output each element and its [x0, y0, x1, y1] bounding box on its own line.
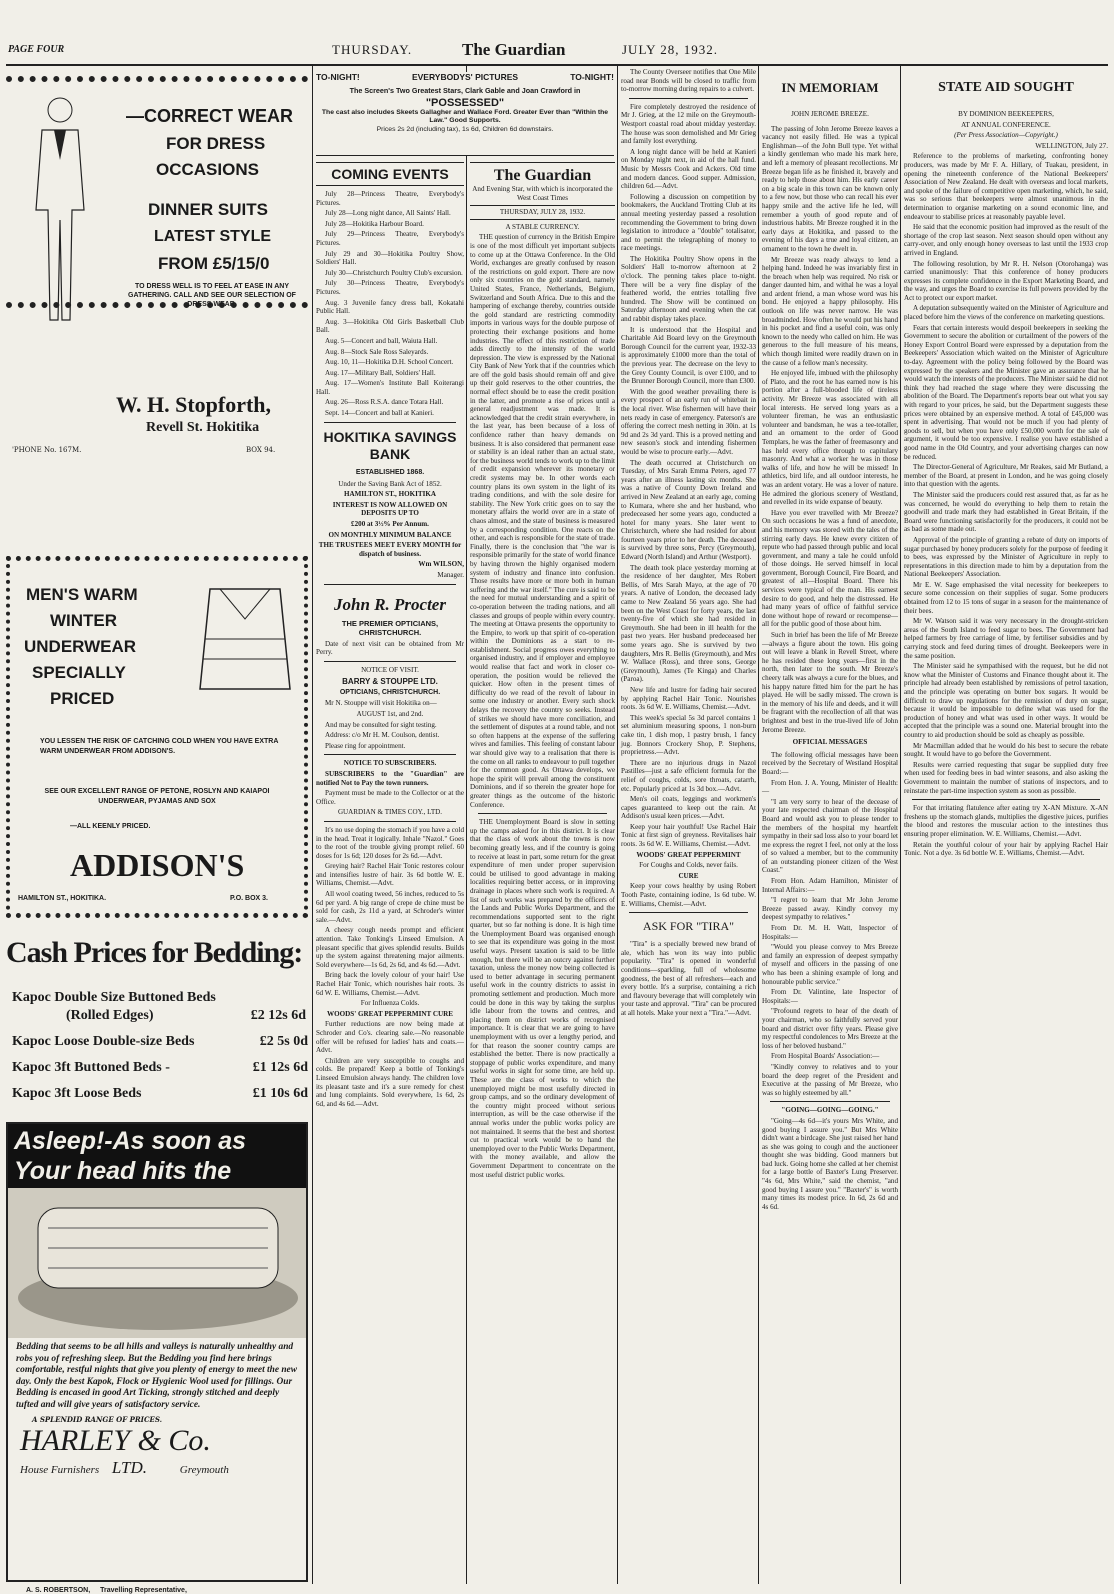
- pillow-range: A SPLENDID RANGE OF PRICES.: [32, 1415, 163, 1424]
- page-number: PAGE FOUR: [8, 44, 65, 55]
- subscribers-title: NOTICE TO SUBSCRIBERS.: [343, 759, 437, 768]
- proctor-date: Date of next visit can be obtained from Mr Perry.: [316, 639, 464, 657]
- paragraph: The death occurred at Christchurch on Tuesday, of Mrs Sarah Emma Peters, aged 77 years after an illness lasting six months. She was a native of County Down Ireland and arrived in New Zealand at an early age, coming to Kumara, where she and her husband, who predeceased her some years ago, conducted a hotel for many years. She later went to Christchurch, where she had resided for about fourteen years prior to her death. The deceased is survived by three sons, Percy (Greymouth), Edward (North Island) and Arthur (Westport).: [621, 458, 756, 562]
- event-item: July 30—Princess Theatre, Everybody's Pictures.: [316, 279, 464, 296]
- ad-line-correct-wear: —CORRECT WEAR: [126, 106, 293, 126]
- state-aid-title: STATE AID SOUGHT: [938, 80, 1074, 95]
- addisons-name: ADDISON'S: [70, 847, 245, 883]
- paragraph: A deputation subsequently waited on the Minister of Agriculture and placed before him the views of the conference on marketing questions.: [904, 304, 1108, 322]
- man-in-suit-illustration: [12, 90, 112, 350]
- bedding-row-label: (Rolled Edges): [66, 1008, 154, 1023]
- event-item: Sept. 14—Concert and ball at Kanieri.: [325, 409, 434, 418]
- subscribers-sign: GUARDIAN & TIMES COY., LTD.: [337, 808, 443, 817]
- column-rule: [466, 66, 467, 1584]
- editorial-sub: And Evening Star, with which is incorporated the West Coast Times: [472, 185, 613, 202]
- paragraph: This week's special 5s 3d parcel contains 1 set aluminium measuring spoons, 1 non-burn cake tin, 1 dish mop, 1 pastry brush, 1 fancy jug. Bonnors Crockery Shop, P. Stephens, proprietress.—Advt.: [621, 713, 756, 757]
- bedding-row: [12, 1034, 308, 1050]
- divider: [324, 584, 456, 585]
- tonight-prices: Prices 2s 2d (including tax), 1s 6d, Children 6d downstairs.: [376, 126, 554, 133]
- column-rule: [312, 66, 313, 1584]
- masthead-date: JULY 28, 1932.: [622, 42, 718, 57]
- paragraph: "Profound regrets to hear of the death of your chairman, who so faithfully served your board and district over fifty years. Please give my respectful condolences to Mrs Breeze at the loss of her beloved husband.": [762, 1007, 898, 1050]
- subscribers-body: SUBSCRIBERS to the "Guardian" are notified Not to Pay the town runners.: [316, 769, 464, 787]
- memoriam-name: JOHN JEROME BREEZE.: [791, 110, 869, 118]
- paragraph: The passing of John Jerome Breeze leaves a vacancy not easily filled. He was a typical Englishman—of the John Bull type. Yet withal a kindly gentleman who made his mark here, and left a memory of pleasant recollections. Mr Breeze began life as he finished it, bravely and ready to help those about him. His early career on a big scale in this town can be known only to a few now, but those who can recall his ever happy smile and the active life he led, will remember a youth of good repute and of industrious habits. Mr Breeze roughed it in the early days at Hokitika, and passed to the evening of his days a true and loyal citizen, an ornament to the town he dwelt in.: [762, 124, 898, 253]
- masthead-rule: [6, 64, 1108, 66]
- divider: [324, 422, 456, 423]
- event-item: Aug. 3 Juvenile fancy dress ball, Kokatahi Public Hall.: [316, 298, 464, 316]
- event-item: Aug. 8—Stock Sale Ross Saleyards.: [325, 347, 429, 356]
- ad-dress-body: TO DRESS WELL IS TO FEEL AT EASE IN ANY GATHERING. CALL AND SEE OUR SELECTION OF DRESS WEAR.: [128, 283, 296, 308]
- advertisement-column: [6, 68, 308, 1594]
- paragraph: The County Overseer notifies that One Mile road near Bonds will be closed to traffic from to-morrow morning during repairs to a culvert.: [621, 68, 756, 94]
- stouppe-ring: Please ring for appointment.: [325, 741, 406, 750]
- paragraph: Approval of the principle of granting a rebate of duty on imports of sugar purchased by honey producers solely for the purpose of feeding it to bees, was expressed by the Minister of Agriculture in reply to representations in this direction made to him by a deputation from the National Beekeepers' Association.: [904, 535, 1108, 579]
- bank-interest: INTEREST IS NOW ALLOWED ON DEPOSITS UP TO: [332, 500, 448, 518]
- tira-heading: ASK FOR "TIRA": [642, 919, 735, 934]
- paragraph: Keep your cows healthy by using Robert Tooth Paste, containing iodine, 1s 6d tube. W. E. Williams, Chemist.—Advt.: [621, 882, 756, 908]
- harley-footer: [8, 1458, 306, 1478]
- ad-underwear: [6, 556, 308, 918]
- divider: [770, 1101, 890, 1102]
- tonight-cast: The cast also includes Skeets Gallagher and Wallace Ford. Greater Ever than "Within the Law." Good Supports.: [321, 109, 609, 124]
- pillow-headline: [8, 1124, 306, 1188]
- paragraph: The Minister said the producers could rest assured that, as far as he was concerned, he would do everything to help them to retain the goodwill and trade mark they had established in Great Britain, if the Board were functioning satisfactorily for the producers, it could not be as bad as some made out.: [904, 490, 1108, 534]
- tonight-banner: [316, 72, 614, 156]
- masthead-day: THURSDAY.: [332, 42, 413, 57]
- paragraph: The following official messages have been received by the Secretary of Westland Hospital Board:—: [762, 750, 898, 776]
- event-item: Aug. 10, 11—Hokitika D.H. School Concert.: [325, 358, 454, 367]
- harley-rep: [26, 1587, 187, 1594]
- ad-line-occasions: OCCASIONS: [156, 160, 259, 179]
- addisons-address: HAMILTON ST., HOKITIKA.: [18, 895, 107, 902]
- paragraph: The death took place yesterday morning at the residence of her daughter, Mrs Robert Bellis, of Mrs Sarah Mayo, at the age of 70 years. A native of London, the deceased lady came to New Zealand 56 years ago. She had been on the West Coast for forty years, the last twenty-five of which she had resided in Greymouth. She had been in ill health for the past two years. Her husband predeceased her some years ago. She is survived by two daughters, Mrs R. Bellis (Greymouth), and Mrs W. Wallace (Ross), and three sons, George (Greymouth), James (Te Kinga) and Charles (Paroa).: [621, 563, 756, 684]
- going-heading: "GOING—GOING—GOING.": [781, 1106, 879, 1115]
- ad-pillow: [6, 1122, 308, 1582]
- pillow-body: Bedding that seems to be all hills and valleys is naturally unhealthy and robs you of refreshing sleep. But the Bedding you find here brings comfortable, restful nights that give you plenty of energy to meet the new day. Only the best Kapok, Flock or Hygienic Wool used for fillings. Our Bedding is encased in good Art Ticking, strongly stitched and deeply tufted and will give years of satisfactory service.: [16, 1342, 297, 1410]
- stopforth-box: BOX 94.: [246, 446, 276, 454]
- bedding-row-label: Kapoc Loose Double-size Beds: [12, 1034, 195, 1049]
- divider: [478, 813, 607, 814]
- paragraph: "I regret to learn that Mr John Jerome Breeze passed away. Kindly convey my deepest sympathy to relatives.": [762, 896, 898, 922]
- paragraph: A long night dance will be held at Kanieri on Monday night next, in aid of the hall fund. Music by Messrs Cook and Ackers. Old time and modern dances. Good supper. Admission, children 6d.—Advt.: [621, 147, 756, 191]
- bedding-row-label: Kapoc 3ft Buttoned Beds -: [12, 1060, 170, 1075]
- bank-title: HOKITIKA SAVINGS BANK: [323, 428, 457, 462]
- bank-trustees: THE TRUSTEES MEET EVERY MONTH for dispatch of business.: [318, 541, 462, 558]
- paragraph: "Going—4s 6d—it's yours Mrs White, and good buying I assure you." But Mrs White didn't want a birdcage. She just raised her hand as she was going to cough and the auctioneer thought she was bidding. Good manners but bad luck. Going home she called at her chemist for a large bottle of Baxter's Lung Preserver. "4s 6d, Mrs White," said the chemist, "and good buying I assure you." "Baxter's" is worth many times its modest price. In 6d, 2s 6d and 4s 6d.: [762, 1116, 898, 1211]
- paragraph: THE question of currency in the British Empire is one of the most difficult yet important subjects to come up at the Ottawa Conference. In the Old World, exchanges are greatly confused by reason of the restrictions on gold export. There are now only six countries on the gold standard, namely United States, France, Netherlands, Belgium, Switzerland and South Africa. Due to this and the hampering of exchange thereby, countries outside the gold standard are restricting commodity imports in various ways for the double purpose of protecting their exchange positions and home industries. The effect of this restriction of trade adds directly to the intensity of the world depression. The view is expressed by the National City Bank of New York that if the countries which are off the gold basis should remain off and give up their gold reserves to the other countries, the normal effect should be to ease the credit position in the latter, and promote a rise of prices until a general readjustment was made. It is acknowledged that the credit strain everywhere, in the last year, has been because of a loss of confidence rather than heavy demands on business. It is also considered that permanent ease or stability is an ideal rather than an actual state, for the business world tends to work up to the limit of credit expansion wherever its monetary or credit systems may be. In other words each country plans its own system in the light of its trading conditions, and with the sole desire for stability. The New York critic goes on to say the monetary affairs the world over are in a state of chaos almost, and the state of business is measured by a corresponding condition. One reacts on the other, and each is responsible for the state of trade. Finally, there is the conclusion that "the war is responsible primarily for the state of world finance by having thrown the highly organised modern system of industry and finance into confusion. Those results have more or more both in human suffering and the war itself." The cure is said to be the need for mutual understanding and a spirit of co-operation between the trading nations, and all classes and groups of people within every country. The meeting at Ottawa presents the opportunity to the Empire, to work up that spirit of co-operation within the Dominions as a start to re-establishment. Social progress owes everything to organised industry, and if employer and employee would realise that fact and work in closer co-operation, the position would be relieved the quicker. How often in the present times of difficulty do we read of the revolt of labour in some one industry or another. Every such shock delays the recovery the country so seeks. Instead of strikes we should have more conciliation, and the settlement of disputes at a round table, and not so often happens at the expense of the suffering wives and families. This feeling of constant labour war should give way to a realisation that there is the come on all ranks to endeavour to pull together for the common good. As Ottawa develops, we hope the spirit will prevail among the constituent Dominions, and if so therein the greater hope for greater things as the outcome of the historic Conference.: [470, 233, 616, 809]
- bedding-row-price: £1 12s 6d: [252, 1060, 308, 1075]
- harley-rep-name: A. S. ROBERTSON,: [26, 1587, 91, 1594]
- event-item: July 29 and 30—Hokitika Poultry Show, Soldiers' Hall.: [316, 249, 464, 267]
- event-item: July 29—Princess Theatre, Everybody's Pictures.: [316, 230, 464, 247]
- stopforth-address: Revell St. Hokitika: [146, 420, 260, 435]
- events-list: [316, 190, 464, 418]
- event-item: July 30—Christchurch Poultry Club's excursion.: [325, 268, 463, 277]
- state-aid-pa: (Per Press Association—Copyright.): [954, 131, 1058, 140]
- bedding-title: Cash Prices for Bedding:: [6, 936, 303, 969]
- harley-name: HARLEY & Co.: [20, 1424, 211, 1457]
- paragraph: From Hospital Boards' Association:—: [771, 1052, 880, 1061]
- editorial-masthead: The Guardian: [470, 162, 615, 185]
- bedding-row-label: Kapoc 3ft Loose Beds: [12, 1086, 142, 1101]
- underwear-l5: PRICED: [50, 689, 115, 708]
- paragraph: It is understood that the Hospital and Charitable Aid Board levy on the Greymouth Borough Council for the current year, 1932-33 is approximately £1000 more than the total of the previous year. The decrease on the levy to the Grey County Council, is over £100, and to the Brunner Borough Council, more than £300.: [621, 325, 756, 386]
- underwear-body1: YOU LESSEN THE RISK OF CATCHING COLD WHEN YOU HAVE EXTRA WARM UNDERWEAR FROM ADDISON'S.: [40, 738, 279, 755]
- bedding-row: [12, 1060, 308, 1076]
- divider: [324, 821, 456, 822]
- divider: [324, 661, 456, 662]
- bedding-row-price: £2 12s 6d: [250, 1008, 306, 1023]
- underwear-l3: UNDERWEAR: [24, 637, 137, 656]
- paragraph: Have you ever travelled with Mr Breeze? On such occasions he was a fund of anecdote, and his memory was stored with the tales of the stirring early days. He knew every citizen of repute who had passed through public and local government, and many a tale he could unfold of those doings. He served himself in local government, Borough Council, Fire Board, and greatest of all—Hospital Board. There his services were typical of the man. His earnest desire to do good, and help the distressed. He had many years of office of faithful service done without hope of reward or recompense—all for the public good of those about him.: [762, 508, 898, 629]
- woods-cure: CURE: [678, 871, 699, 880]
- paragraph: Mr E. W. Sage emphasised the vital necessity for beekeepers to secure some concession on their supplies of sugar. Some producers obtained from 12 to 15 tons of sugar in a season for the maintenance of their bees.: [904, 580, 1108, 615]
- paragraph: Mr Breeze was ready always to lend a helping hand. Indeed he was invariably first in the breach when help was required. No risk or danger daunted him, and withal he was a loyal and ardent friend, a man whose word was his bond. He enjoyed a happy philosophy. His outlook on life was never narrow. He was broadminded. How often he would put his hand in his pocket and find a useful coin, was only known to the needy who called on him. He was generous to the full measure of his means, which though limited were readily drawn on in the cause of a fellow man's necessity.: [762, 255, 898, 367]
- stouppe-address: Address: c/o Mr H. M. Coulson, dentist.: [325, 731, 440, 740]
- paragraph: Greying hair? Rachel Hair Tonic restores colour and intensifies lustre of hair. 3s 6d bottle W. E. Williams, Chemist.—Advt.: [316, 862, 464, 888]
- divider: [912, 799, 1100, 800]
- bedding-row-price: £2 5s 0d: [259, 1034, 308, 1049]
- state-aid-dateline: WELLINGTON, July 27.: [1035, 141, 1108, 150]
- paragraph: With the good weather prevailing there is every prospect of an early run of whitebait in the local river. Wise fishermen will have their nets ready in case of emergency. Paterson's are offering the correct mesh netting in 30in. at 1s 9d and 2s 3d yard. This is a proved netting and new season's stock and intending fishermen would be wise to procure early.—Advt.: [621, 387, 756, 456]
- paragraph: Fears that certain interests would despoil beekeepers in seeking the Government to secure the abolition or curtailment of the powers of the Honey Export Control Board were expressed by a deputation from the Beekeepers' Association which waited on the Minister of Agriculture to-day. Agreement with the policy being followed by the Board was expressed by the speakers and the Minister gave an assurance that he would watch the interests of the producers. The Minister said he did not think they had reached the stage where they were discussing the abolition of the Board. The Department's reports bear out what you say with regard to your prices, he said, but the Department suggests these prices were obtained by an expensive method. A total of £45,000 was spent in advertising. That would not be much if you had plenty of goods to sell, but when you have only £50,000 worth for the sale of argument, it would be too expensive. I realise you have established a good name in the Old Country, and your advertising charges can now be reduced.: [904, 323, 1108, 461]
- paragraph: Further reductions are now being made at Schroder and Co's. clearing sale.—No reasonable offer will be refused for ladies' hats and coats.—Advt.: [316, 1020, 464, 1055]
- paragraph: "Would you please convey to Mrs Breeze and family an expression of deepest sympathy of myself and officers in the passing of one who has been a shining example of long and honourable public service.": [762, 943, 898, 986]
- column-3-editorial: [470, 162, 615, 1584]
- tonight-film: "POSSESSED": [425, 97, 505, 109]
- masthead-title: The Guardian: [462, 40, 566, 59]
- harley-ltd: LTD.: [111, 1458, 147, 1477]
- bank-address: HAMILTON ST., HOKITIKA: [343, 490, 437, 499]
- paragraph: From Hon. Adam Hamilton, Minister of Internal Affairs:—: [762, 877, 898, 894]
- column-rule: [617, 66, 618, 1584]
- tonight-right: TO-NIGHT!: [570, 72, 614, 82]
- paragraph: The Minister said he sympathised with the request, but he did not know what the Minister of Customs and Finance thought about it. The principle had already been established by remissions of petrol taxation, and the principle was operating on butter box sugars. It would be difficult to draw up regulations for the remission of duty on sugar, because it would be impossible to define what was used for the production of honey and what was used in other ways. It would be accepted that the principle was a sound one. Material brought into the country to aid production should be sold as cheaply as possible.: [904, 662, 1108, 739]
- paragraph: All wool coating tweed, 56 inches, reduced to 5s 6d per yard. A big range of crepe de chine must be sold for cash, 2s 11d a yard, at Schroder's winter sale.—Advt.: [316, 890, 464, 924]
- paragraph: Following a discussion on competition by bookmakers, the Auckland Trotting Club at its annual meeting yesterday passed a resolution recommending the Government to bring down legislation to introduce a "double" totalisator, and to permit the telegraphing of money to race meetings.: [621, 192, 756, 253]
- pillows-illustration: [8, 1188, 306, 1338]
- harley-rep-title: Travelling Representative,: [100, 1587, 187, 1594]
- bank-manager: Manager.: [437, 571, 464, 579]
- event-item: Aug. 3—Hokitika Old Girls Basketball Club Ball.: [316, 317, 464, 335]
- paragraph: Bring back the lovely colour of your hair! Use Rachel Hair Tonic, which nourishes hair roots. 3s 6d W. E. Williams, Chemist.—Advt.: [316, 971, 464, 997]
- event-item: Aug. 26—Ross R.S.A. dance Totara Hall.: [325, 398, 444, 407]
- paragraph: For Influenza Colds.: [360, 999, 420, 1008]
- underwear-body2: SEE OUR EXCELLENT RANGE OF PETONE, ROSLYN AND KAIAPOI UNDERWEAR, PYJAMAS AND SOX: [44, 788, 270, 805]
- event-item: July 28—Long night dance, All Saints' Hall.: [325, 209, 451, 218]
- ad-line-for-dress: FOR DRESS: [166, 134, 266, 153]
- ad-line-latest-style: LATEST STYLE: [154, 228, 272, 245]
- paragraph: Fire completely destroyed the residence of Mr J. Grieg, at the 12 mile on the Greymouth-Westport coastal road about midday yesterday. The house was soon demolished and Mr Grieg and family lost everything.: [621, 102, 756, 146]
- subscribers-body-2: Payment must be made to the Collector or at the Office.: [316, 789, 464, 806]
- column-2-body: [316, 162, 464, 1584]
- stouppe-consult: And may be consulted for sight testing.: [325, 720, 437, 729]
- bank-established: ESTABLISHED 1868.: [355, 468, 425, 476]
- column-6: [904, 68, 1108, 1584]
- paragraph: "Kindly convey to relatives and to your board the deep regret of the President and Executive at the passing of Mr Breeze, who was so highly esteemed by all.": [762, 1062, 898, 1097]
- stouppe-dates: AUGUST 1st, and 2nd.: [356, 709, 424, 718]
- divider: [324, 754, 456, 755]
- bedding-row-label: Kapoc Double Size Buttoned Beds: [12, 990, 216, 1005]
- bedding-row: [12, 1086, 308, 1102]
- woods-heading: WOODS' GREAT PEPPERMINT CURE: [327, 1009, 453, 1018]
- paragraph: Results were carried requesting that sugar be supplied duty free when used for feeding bees in bad winter seasons, and also asking the Government to maintain the number of stations of inspectors, and to reinstate the part-time inspection system as soon as possible.: [904, 760, 1108, 795]
- addisons-box: P.O. BOX 3.: [230, 895, 268, 902]
- event-item: Aug. 17—Women's Institute Ball Koiterangi Hall.: [316, 379, 464, 396]
- state-aid-conf: AT ANNUAL CONFERENCE.: [961, 120, 1051, 129]
- paragraph: From Dr. Valintine, late Inspector of Hospitals:—: [762, 988, 898, 1005]
- official-heading: OFFICIAL MESSAGES: [792, 738, 868, 747]
- tonight-stars: The Screen's Two Greatest Stars, Clark Gable and Joan Crawford in: [349, 86, 581, 95]
- event-item: Aug. 17—Military Ball, Soldiers' Hall.: [325, 368, 436, 377]
- pillow-headline-2: Your head hits the: [14, 1157, 232, 1185]
- stouppe-body: Mr N. Stouppe will visit Hokitika on—: [325, 699, 437, 708]
- proctor-logo: John R. Procter: [334, 594, 446, 614]
- bank-rate: £200 at 3½% Per Annum.: [351, 520, 429, 529]
- paragraph: He said that the economic position had improved as the result of the shortage of the crop last season. Next season should open without any carry-over, and only enough honey overseas to last until the 1933 crop arrived in England.: [904, 223, 1108, 257]
- paragraph: Reference to the problems of marketing, confronting honey producers, was made by Mr F. A. Hillary, of Tuakau, president, in opening the nineteenth conference of the National Beekeepers' Association of New Zealand. He dealt with overseas and local markets, and spoke of the failure of competitive open marketing, which, he said, was so serious that beekeepers were almost unanimous in the determination to organise marketing on a sound economic line, and endeavour to stabilise prices at reasonably payable level.: [904, 152, 1108, 221]
- paragraph: The following resolution, by Mr R. H. Nelson (Otorohanga) was carried unanimously: That this conference of honey producers expresses its complete confidence in the Export Marketing Board, and the way, and urges the Board to exercise its full powers provided by the Act to protect our export market.: [904, 259, 1108, 302]
- bank-act: Under the Saving Bank Act of 1852.: [338, 479, 442, 488]
- memoriam-title: IN MEMORIAM: [781, 80, 879, 95]
- bedding-row: [66, 1008, 306, 1024]
- paragraph: The Director-General of Agriculture, Mr Reakes, said Mr Butland, a member of the Board, at present in London, and he was going closely into that question with the agents.: [904, 463, 1108, 489]
- paragraph: "I am very sorry to hear of the decease of your late respected chairman of the Hospital Board and would ask you to please tender to the members of the hospital my heartfelt sympathy in their sad loss also to your board let me express the regret I feel, not only at the loss of so valued a member, but to the community of an outstanding pioneer citizen of the West Coast.": [762, 797, 898, 875]
- paragraph: From Dr. M. H. Watt, Inspector of Hospitals:—: [762, 924, 898, 941]
- paragraph: He enjoyed life, imbued with the philosophy of Plato, and the root he has earned now is his portion after a full-blooded life of tireless activity. Mr Breeze was associated with all local interests. He served long years as a volunteer fireman, he was an enthusiastic volunteer and bandsman, he was a tee-totaller, and an ornament to the order of Good Templars, he was the father of freemasonry and has held every office through to capitulary masonry. And what a worker he was in those walks of life, and how he will be missed! In athletics, bird life, and all outdoor interests, he was an ardent votary. He was a lover of nature. He admired the glorious scenery of Westland, and revelled in its wide expanse of beauty.: [762, 369, 898, 507]
- stouppe-name: BARRY & STOUPPE LTD.: [342, 677, 438, 687]
- stopforth-phone: 'PHONE No. 167M.: [12, 446, 82, 454]
- state-aid-by: BY DOMINION BEEKEEPERS,: [958, 110, 1054, 118]
- paragraph: THE Unemployment Board is slow in setting up the camps asked for in this district. It is clear that the class of work about the towns is now becoming greatly less, and if the country is going to receive at least in part, some return for the great expenditure of men under proper supervision could be utilised to good advantage in making localities requiring better access, or in improving drainage in places where such work is required. A list of such works was prepared by the officers of the Lands and Public Works Department, and the recommendations supported sent to the right quarter, but so far nothing is done. It is high time the Unemployment Board was organised enough to see that its expenditure was going in the most useful ways. Present taxation is said to be little enough, but there will be an outcry against further taxation, unless the money now being collected is used to better advantage in securing permanent useful work in the country districts to assist in promoting settlement and production. Much more could be done in this way by taking the surplus idle labour from the towns and centres, and placing them on district works of recognised importance. It is clear that we are going to have unemployment with us over a lengthy period, and for that reason the sooner country camps are established the better. There is now practically a stoppage of public works expenditure, and many useful works in sight for some time, are held up. These are the class of works to which the unemployed might be most usefully directed in group camps, and so the ordinary development of the country might proceed without serious interruption, as will be the case otherwise if the annual works under the public works policy are not maintained. It seems that the best and shortest cut to practical work would be to hand the unemployed over to the Public Works Department, with the money available, and allow the Government Department to concentrate on the most useful district public works.: [470, 818, 615, 1179]
- paragraph: There are no injurious drugs in Nazol Pastilles—just a safe efficient formula for the relief of coughs, colds, sore throats, catarrh, etc. Popularly priced at 1s 3d box.—Advt.: [621, 758, 756, 793]
- column-4: [621, 68, 756, 1584]
- column-5: [762, 68, 898, 1584]
- underwear-body3: —ALL KEENLY PRICED.: [70, 823, 151, 830]
- harley-town: Greymouth: [179, 1464, 229, 1476]
- paragraph: Mr W. Watson said it was very necessary in the drought-stricken areas of the South Island to feed sugar to bees. The Government had helped farmers by free carriage of lime, by fertiliser subsidies and by carrying stock and feed during times of drought. Beekeepers were in the same position.: [904, 617, 1108, 660]
- divider: [629, 98, 748, 99]
- underwear-l1: MEN'S WARM: [26, 585, 138, 604]
- bank-monthly: ON MONTHLY MINIMUM BALANCE: [328, 530, 452, 539]
- woods-heading: WOODS' GREAT PEPPERMINT: [636, 850, 741, 859]
- paragraph: Children are very susceptible to coughs and colds. Be prepared! Keep a bottle of Tonking's Linseed Emulsion always handy. The children love its pleasant taste and it's a sure remedy for chest and lung complaints. Sold everywhere, 1s 6d, 2s 6d, and 4s 6d.—Advt.: [316, 1056, 464, 1108]
- column-rule: [900, 66, 901, 1584]
- paragraph: For that irritating flatulence after eating try X-AN Mixture. X-AN freshens up the stomach glands, multiplies the digestive juices, purifies the blood and restores the muscular action to the intestines thus ensuring proper elimination. W. E. Williams, Chemist.—Advt.: [904, 804, 1108, 838]
- editorial-date: THURSDAY, JULY 28, 1932.: [470, 205, 615, 220]
- stouppe-notice: NOTICE OF VISIT.: [361, 665, 419, 674]
- singlet-illustration: [190, 579, 300, 699]
- underwear-l2: WINTER: [50, 611, 118, 630]
- bedding-row-price: £1 10s 6d: [252, 1086, 308, 1101]
- tonight-title: EVERYBODYS' PICTURES: [411, 72, 519, 82]
- paragraph: Such in brief has been the life of Mr Breeze—always a figure about the town. His going out will leave a blank in Revell Street, where he has resided these long years—first in the north, then later to the south. Mr Breeze's cheery talk was always a cure for the blues, and his happy nature fitted him for the part he has played. He will be sadly missed. The crown is in the memory of his life and deeds, and it will be fragrant with the recollection of all that was brightest and best in the true-lived life of John Jerome Breeze.: [762, 631, 898, 734]
- tonight-left: TO-NIGHT!: [316, 72, 360, 82]
- ad-dress-wear: [6, 76, 308, 308]
- paragraph: It's no use doping the stomach if you have a cold in the head. Treat it logically. Inhale "Nazol." Goes to the root of the trouble giving prompt relief. 60 doses for 1s 6d; 120 doses for 2s 6d.—Advt.: [316, 825, 464, 860]
- woods-sub: For Coughs and Colds, never fails.: [639, 861, 738, 870]
- paragraph: New life and lustre for fading hair secured by applying Rachel Hair Tonic. Nourishes roots. 3s 6d W. E. Williams, Chemist.—Advt.: [621, 685, 756, 712]
- proctor-sub: THE PREMIER OPTICIANS, CHRISTCHURCH.: [341, 618, 439, 637]
- stopforth-name: W. H. Stopforth,: [116, 392, 272, 417]
- event-item: July 28—Princess Theatre, Everybody's Pictures.: [316, 190, 464, 207]
- divider: [629, 912, 748, 913]
- paragraph: Retain the youthful colour of your hair by applying Rachel Hair Tonic. Not a dye. 3s 6d bottle W. E. Williams, Chemist.—Advt.: [904, 840, 1108, 858]
- bedding-row: [12, 990, 308, 1006]
- event-item: July 28—Hokitika Harbour Board.: [325, 219, 424, 228]
- bank-signature: Wm WILSON,: [418, 560, 464, 569]
- paragraph: Men's oil coats, leggings and workmen's capes guaranteed to keep out the rain. At Addison's usual keen prices.—Advt.: [621, 795, 756, 821]
- editorial-headline: A STABLE CURRENCY.: [505, 222, 580, 231]
- ad-line-dinner-suits: DINNER SUITS: [148, 200, 268, 219]
- harley-sub: House Furnishers: [20, 1464, 100, 1476]
- ad-line-price: FROM £5/15/0: [158, 254, 270, 273]
- masthead: [0, 0, 1114, 66]
- pillow-headline-1: Asleep!-As soon as: [14, 1127, 247, 1155]
- paragraph: The Hokitika Poultry Show opens in the Soldiers' Hall to-morrow afternoon at 2 o'clock. The penning takes place to-night. There will be a very fine display of the feathered world, the entries totalling five hundred. The Show will be continued on Saturday afternoon and evening when the cat and rabbit display takes place.: [621, 254, 756, 324]
- paragraph: From Hon. J. A. Young, Minister of Health:—: [762, 778, 898, 796]
- events-title: COMING EVENTS: [316, 162, 464, 186]
- stouppe-sub: OPTICIANS, CHRISTCHURCH.: [339, 689, 441, 697]
- underwear-l4: SPECIALLY: [32, 663, 126, 682]
- paragraph: Mr Macmillan added that he would do his best to secure the rebate sought. It would have to go before the Government.: [904, 741, 1108, 759]
- paragraph: "Tira" is a specially brewed new brand of ale, which has won its way into public popularity. "Tira" is opened in wonderful conditions—sparkling, full of wholesome goodness, the best of all refreshers—each and every bottle. It's a surprise, containing a rich and flavoury beverage that will completely win your taste and approval. "Tira" can be procured at all hotels. Make your next a "Tira."—Advt.: [621, 940, 756, 1017]
- column-rule: [758, 66, 759, 1584]
- paragraph: A cheesy cough needs prompt and efficient attention. Take Tonking's Linseed Emulsion. A pleasant specific that gives splendid results. Builds up the system against threatening major ailments. Sold everywhere—1s 6d, 2s 6d, and 4s 6d.—Advt.: [316, 926, 464, 969]
- event-item: Aug. 5—Concert and ball, Waiuta Hall.: [325, 336, 438, 345]
- paragraph: Keep your hair youthful! Use Rachel Hair Tonic at first sign of greyness. Revitalises hair roots. 3s 6d W. E. Williams, Chemist.—Advt.: [621, 822, 756, 849]
